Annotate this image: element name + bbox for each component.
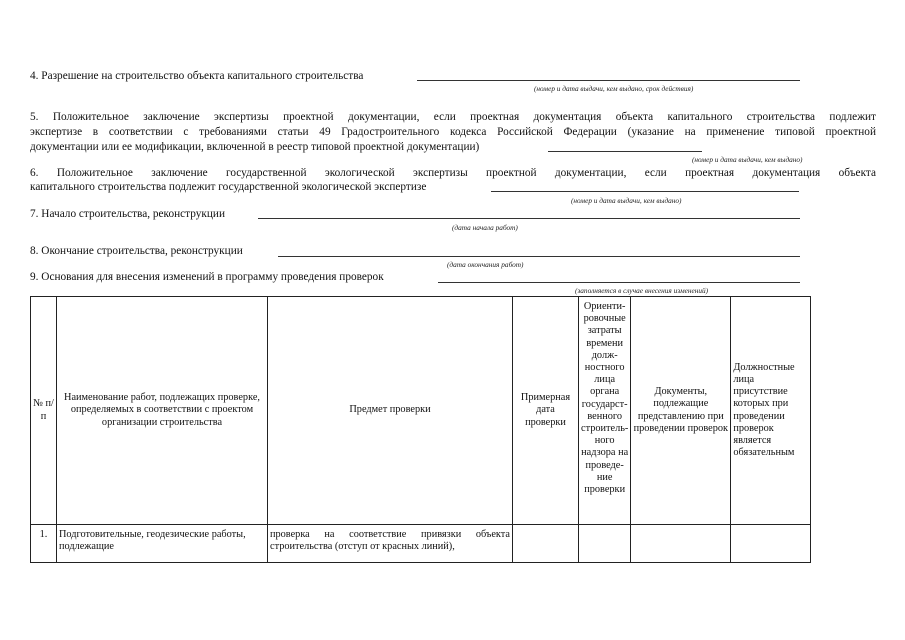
item-9-fill-line[interactable] [438, 282, 800, 283]
header-officials: Должностные лица присутствие которых при проведении проверок является обязательным [731, 297, 811, 525]
item-7-fill-line[interactable] [258, 218, 800, 219]
item-9-hint: (заполняется в случае внесения изменений) [575, 286, 709, 295]
item-9-text: 9. Основания для внесения изменений в программу проведения проверок [30, 271, 384, 283]
item-5-line-2: экспертизе в соответствии с требованиями статьи 49 Градостроительного кодекса Российской Федерации (указание на применение типовой проектной [30, 126, 876, 138]
item-7-hint: (дата начала работ) [452, 223, 518, 232]
inspection-table [30, 296, 811, 563]
row-1-costs[interactable] [579, 525, 631, 563]
item-8-text: 8. Окончание строительства, реконструкции [30, 245, 243, 257]
item-4-text: 4. Разрешение на строительство объекта капитального строительства [30, 70, 364, 82]
header-works: Наименование работ, подлежащих проверке, определяемых в соответствии с проектом организации строительства [57, 297, 268, 525]
item-5-fill-line[interactable] [548, 151, 702, 152]
item-4-hint: (номер и дата выдачи, кем выдано, срок действия) [534, 84, 694, 93]
item-6-line-2: капитального строительства подлежит государственной экологической экспертизе [30, 181, 427, 193]
item-5-line-1: 5. Положительное заключение экспертизы проектной документации, если проектная документация объекта капитального строительства подлежит [30, 111, 876, 123]
header-costs: Ориенти-ровочные затраты времени долж-ностного лица органа государст-венного строитель-ного надзора на проведе-ние проверки [579, 297, 631, 525]
header-docs: Документы, подлежащие представлению при проведении проверок [631, 297, 731, 525]
item-6-fill-line[interactable] [491, 191, 799, 192]
row-1-officials[interactable] [731, 525, 811, 563]
item-4 [30, 70, 363, 83]
header-num: № п/п [31, 297, 57, 525]
row-1-num: 1. [31, 525, 57, 563]
header-subject: Предмет проверки [268, 297, 513, 525]
row-1-date[interactable] [513, 525, 579, 563]
table-header-row [31, 297, 811, 525]
item-6-line-1: 6. Положительное заключение государственной экологической экспертизы проектной документации, если проектная документация объекта [30, 167, 876, 179]
item-6-hint: (номер и дата выдачи, кем выдано) [571, 196, 682, 205]
header-date: Примерная дата проверки [513, 297, 579, 525]
item-4-fill-line[interactable] [417, 80, 800, 81]
row-1-docs[interactable] [631, 525, 731, 563]
item-7-text: 7. Начало строительства, реконструкции [30, 208, 226, 220]
item-8-hint: (дата окончания работ) [447, 260, 524, 269]
item-5-line-3: документации или ее модификации, включенной в реестр типовой проектной документации) [30, 141, 480, 153]
item-5-hint: (номер и дата выдачи, кем выдано) [692, 155, 803, 164]
item-8-fill-line[interactable] [278, 256, 800, 257]
row-1-works[interactable]: Подготовительные, геодезические работы, подлежащие [57, 525, 268, 563]
table-row [31, 525, 811, 563]
row-1-subject[interactable]: проверка на соответствие привязки объекта строительства (отступ от красных линий), [268, 525, 513, 563]
